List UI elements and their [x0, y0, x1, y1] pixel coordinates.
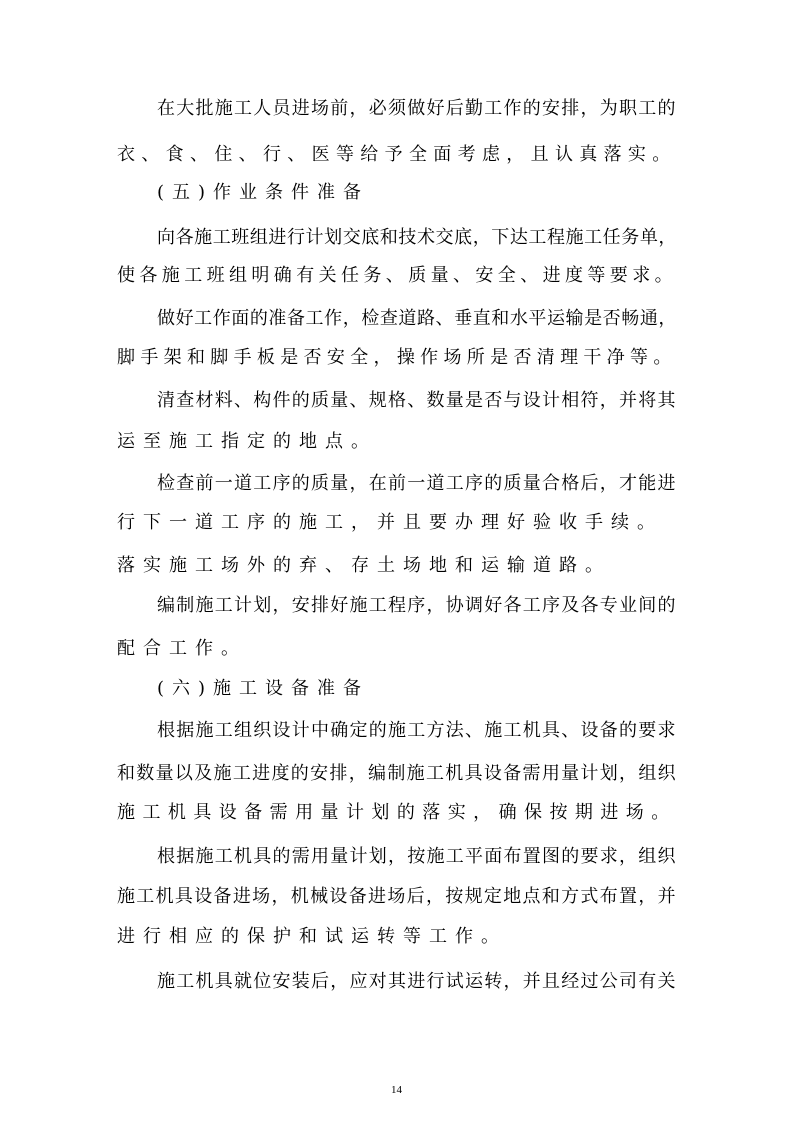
- section-heading: (五)作业条件准备: [157, 182, 370, 203]
- body-text-line: 清查材料、构件的质量、规格、数量是否与设计相符，并将其: [157, 390, 677, 411]
- body-text-line: 向各施工班组进行计划交底和技术交底，下达工程施工任务单，: [157, 227, 677, 248]
- body-text-line: 施工机具设备需用量计划的落实，确保按期进场。: [117, 802, 677, 823]
- section-heading: (六)施工设备准备: [157, 678, 370, 699]
- body-text-line: 编制施工计划，安排好施工程序，协调好各工序及各专业间的: [157, 595, 677, 616]
- body-text-line: 做好工作面的准备工作，检查道路、垂直和水平运输是否畅通，: [157, 308, 677, 329]
- body-text-line: 落实施工场外的弃、存土场地和运输道路。: [117, 555, 611, 576]
- body-text-line: 衣、食、住、行、医等给予全面考虑，且认真落实。: [117, 144, 677, 165]
- body-text-line: 施工机具设备进场，机械设备进场后，按规定地点和方式布置，并: [117, 886, 677, 907]
- body-text-line: 行下一道工序的施工，并且要办理好验收手续。: [117, 512, 663, 533]
- body-text-line: 运至施工指定的地点。: [117, 431, 377, 452]
- body-text-line: 配合工作。: [117, 638, 247, 659]
- body-text-line: 使各施工班组明确有关任务、质量、安全、进度等要求。: [117, 265, 677, 286]
- body-text-line: 施工机具就位安装后，应对其进行试运转，并且经过公司有关: [157, 971, 677, 992]
- body-text-line: 检查前一道工序的质量，在前一道工序的质量合格后，才能进: [157, 473, 677, 494]
- body-text-line: 和数量以及施工进度的安排，编制施工机具设备需用量计划，组织: [117, 763, 677, 784]
- body-text-line: 在大批施工人员进场前，必须做好后勤工作的安排，为职工的: [157, 98, 677, 119]
- body-text-line: 根据施工机具的需用量计划，按施工平面布置图的要求，组织: [157, 846, 677, 867]
- body-text-line: 根据施工组织设计中确定的施工方法、施工机具、设备的要求: [157, 720, 677, 741]
- body-text-line: 进行相应的保护和试运转等工作。: [117, 926, 507, 947]
- body-text-line: 脚手架和脚手板是否安全，操作场所是否清理干净等。: [117, 347, 677, 368]
- page-number: 14: [391, 1084, 402, 1096]
